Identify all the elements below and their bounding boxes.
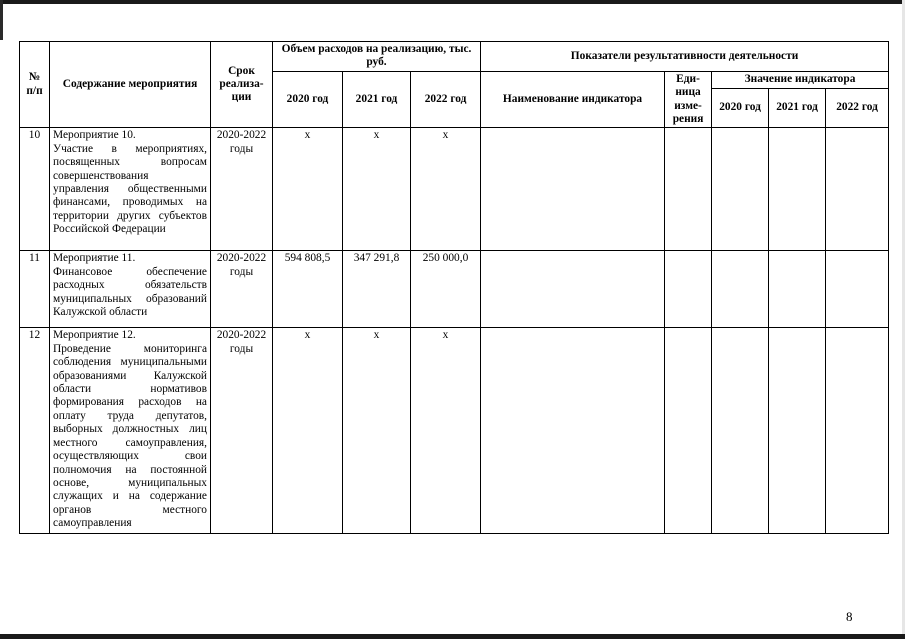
row-ind-2020 — [712, 128, 769, 251]
row-ind-2021 — [769, 251, 826, 328]
row-num: 11 — [20, 251, 50, 328]
header-ind-2020: 2020 год — [712, 88, 769, 128]
row-cost-2022: 250 000,0 — [411, 251, 481, 328]
row-indicator-name — [481, 251, 665, 328]
row-unit — [665, 251, 712, 328]
row-content — [50, 251, 211, 328]
header-indicator-name: Наименование индикатора — [481, 71, 665, 128]
row-term: 2020-2022 годы — [211, 328, 273, 534]
row-num: 12 — [20, 328, 50, 534]
row-cost-2022: x — [411, 328, 481, 534]
header-unit: Еди-ница изме-рения — [665, 71, 712, 128]
table-row — [20, 128, 889, 251]
row-indicator-name — [481, 128, 665, 251]
header-indicator-value: Значение индикатора — [712, 71, 889, 88]
row-cost-2022: x — [411, 128, 481, 251]
header-num: № п/п — [20, 42, 50, 128]
table-row — [20, 251, 889, 328]
row-num: 10 — [20, 128, 50, 251]
header-cost-2022: 2022 год — [411, 71, 481, 128]
row-unit — [665, 128, 712, 251]
row-indicator-name — [481, 328, 665, 534]
row-content-text: Мероприятие 12. Проведение мониторинга соблюдения муниципальными образованиями Калужской области нормативов формирования расходов на оплату труда депутатов, выборных должностных лиц местного самоуправления, осуществляющих свои полномочия на постоянной основе, муниципальных служащих и на содержание органов местного самоуправления — [53, 329, 207, 530]
activities-table — [19, 41, 889, 534]
row-ind-2022 — [826, 251, 889, 328]
row-cost-2020: x — [273, 128, 343, 251]
row-content — [50, 328, 211, 534]
header-content: Содержание мероприятия — [50, 42, 211, 128]
header-costs-group: Объем расходов на реализацию, тыс. руб. — [273, 42, 481, 72]
row-unit — [665, 328, 712, 534]
row-term: 2020-2022 годы — [211, 251, 273, 328]
scan-top-border — [0, 0, 905, 4]
header-cost-2021: 2021 год — [343, 71, 411, 128]
row-cost-2021: 347 291,8 — [343, 251, 411, 328]
row-ind-2020 — [712, 251, 769, 328]
row-term: 2020-2022 годы — [211, 128, 273, 251]
table-row — [20, 328, 889, 534]
header-term: Срок реализа-ции — [211, 42, 273, 128]
scan-corner-mark — [0, 0, 3, 40]
row-cost-2020: 594 808,5 — [273, 251, 343, 328]
row-ind-2021 — [769, 328, 826, 534]
row-ind-2021 — [769, 128, 826, 251]
header-cost-2020: 2020 год — [273, 71, 343, 128]
header-indicators-group: Показатели результативности деятельности — [481, 42, 889, 72]
row-content — [50, 128, 211, 251]
row-ind-2020 — [712, 328, 769, 534]
row-cost-2021: x — [343, 128, 411, 251]
row-content-text: Мероприятие 11. Финансовое обеспечение расходных обязательств муниципальных образований Калужской области — [53, 252, 207, 319]
row-ind-2022 — [826, 328, 889, 534]
row-cost-2021: x — [343, 328, 411, 534]
row-cost-2020: x — [273, 328, 343, 534]
header-ind-2022: 2022 год — [826, 88, 889, 128]
row-ind-2022 — [826, 128, 889, 251]
page-number: 8 — [846, 609, 853, 624]
header-ind-2021: 2021 год — [769, 88, 826, 128]
scan-bottom-border — [0, 634, 905, 639]
row-content-text: Мероприятие 10. Участие в мероприятиях, посвященных вопросам совершенствования управления общественными финансами, проводимых на территории других субъектов Российской Федерации — [53, 129, 207, 236]
